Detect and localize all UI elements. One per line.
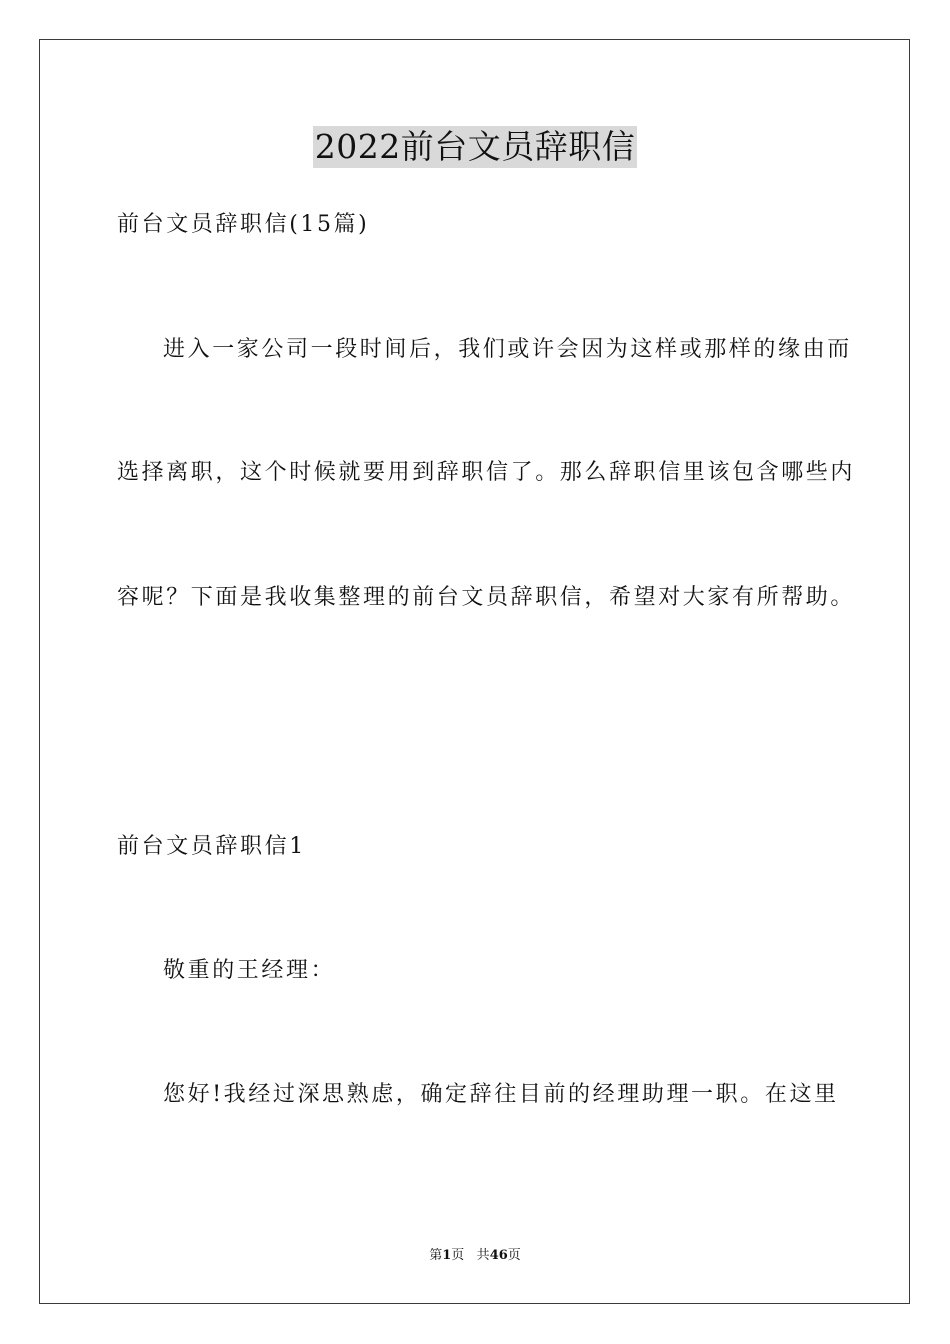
total-prefix: 共 [476,1248,490,1263]
intro-line-2: 选择离职，这个时候就要用到辞职信了。那么辞职信里该包含哪些内 [117,460,856,485]
intro-line-1: 进入一家公司一段时间后，我们或许会因为这样或那样的缘由而 [163,337,852,362]
page-number: 1 [442,1248,452,1263]
title-container [0,126,950,168]
page-prefix: 第 [429,1248,443,1263]
intro-line-3: 容呢？下面是我收集整理的前台文员辞职信，希望对大家有所帮助。 [117,585,856,610]
letter-salutation: 敬重的王经理： [163,958,336,983]
document-title: 2022前台文员辞职信 [314,127,636,166]
page-footer [0,1247,950,1265]
page-suffix: 页 [451,1248,465,1263]
letter-body-line: 您好!我经过深思熟虑，确定辞往目前的经理助理一职。在这里 [163,1082,839,1107]
total-pages: 46 [489,1248,508,1263]
document-subtitle: 前台文员辞职信(15篇) [117,212,370,237]
total-suffix: 页 [507,1248,521,1263]
section-heading: 前台文员辞职信1 [117,834,306,859]
